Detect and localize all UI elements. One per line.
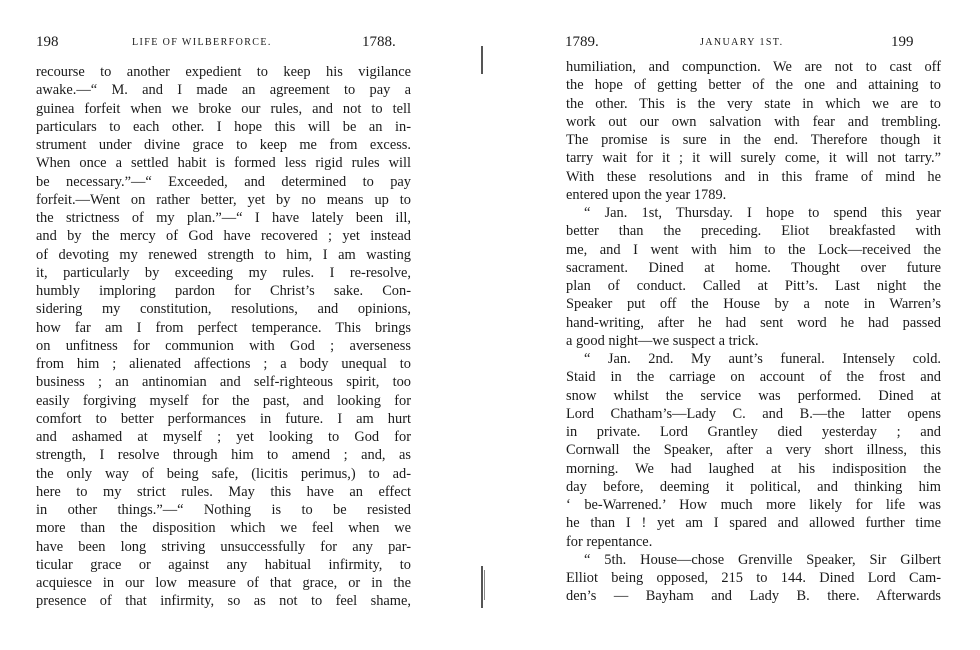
- text-line: Elliot being opposed, 215 to 144. Dined Lord Cam-: [566, 570, 941, 586]
- text-line: Cornwall the Speaker, after a very short illness, this: [566, 442, 941, 459]
- text-line: it, particularly by exceeding my rules. I re-resolve,: [36, 264, 411, 281]
- text-line: a good night—we suspect a trick.: [566, 332, 759, 349]
- text-line: easily forgiving myself for the past, and looking for: [36, 392, 411, 409]
- text-line: den’s — Bayham and Lady B. there. Afterwards: [566, 588, 941, 605]
- text-line: acquiesce in our low measure of that grace, or in the: [36, 575, 411, 591]
- text-line: business ; an antinomian and self-righteous spirit, too: [36, 374, 411, 391]
- text-line: humiliation, and compunction. We are not to cast off: [566, 59, 941, 75]
- text-line: “ Jan. 2nd. My aunt’s funeral. Intensely cold.: [584, 351, 941, 367]
- text-line: humbly imploring pardon for Christ’s sake. Con-: [36, 283, 411, 299]
- text-line: in private. Lord Grantley died yesterday ; and: [566, 424, 941, 440]
- left-page-body: [36, 63, 411, 611]
- text-line: me, and I went with him to the Lock—received the: [566, 241, 941, 258]
- text-line: comfort to better performances in future. I am hurt: [36, 410, 411, 427]
- text-line: in other things.”—“ Nothing is to be resisted: [36, 502, 411, 518]
- text-line: from him ; alienated affections ; a body unequal to: [36, 356, 411, 372]
- text-line: of devoting my renewed strength to him, I am wasting: [36, 246, 411, 263]
- text-line: be necessary.”—“ Exceeded, and determined to pay: [36, 173, 411, 190]
- text-line: how far am I from perfect temperance. This brings: [36, 319, 411, 336]
- gutter-mark-bottom-thin: [484, 570, 485, 600]
- text-line: When once a settled habit is formed less rigid rules will: [36, 155, 411, 172]
- text-line: forfeit.—Went on rather better, yet by no means up to: [36, 191, 411, 208]
- running-title: LIFE OF WILBERFORCE.: [132, 37, 272, 48]
- text-line: strument under divine grace to keep me from excess.: [36, 137, 411, 153]
- text-line: With these resolutions and in this frame of mind he: [566, 168, 941, 185]
- text-line: guinea forfeit when we broke our rules, and not to tell: [36, 100, 411, 117]
- text-line: Speaker put off the House by a note in Warren’s: [566, 296, 941, 313]
- text-line: the strictness of my plan.”—“ I have lately been ill,: [36, 210, 411, 226]
- text-line: ‘ be-Warrened.’ How much more likely for life was: [566, 497, 941, 513]
- text-line: awake.—“ M. and I made an agreement to pay a: [36, 82, 411, 99]
- text-line: more than the disposition which we feel when we: [36, 520, 411, 537]
- running-year: 1788.: [362, 34, 396, 50]
- right-running-head: [565, 34, 930, 54]
- text-line: better than the preceding. Eliot breakfasted with: [566, 223, 941, 240]
- text-line: The promise is sure in the end. Therefore though it: [566, 132, 941, 148]
- text-line: here to my strict rules. May this have an effect: [36, 483, 411, 500]
- left-running-head: [36, 34, 416, 54]
- text-line: he than I ! yet am I spared and allowed further time: [566, 515, 941, 532]
- text-line: Lord Chatham’s—Lady C. and B.—the latter opens: [566, 405, 941, 422]
- running-title: JANUARY 1ST.: [700, 37, 784, 48]
- text-line: Staid in the carriage on account of the frost and: [566, 369, 941, 386]
- text-line: the only way of being safe, (licitis perimus,) to ad-: [36, 465, 411, 482]
- text-line: have been long striving unsuccessfully for any par-: [36, 538, 411, 555]
- text-line: snow whilst the service was performed. Dined at: [566, 387, 941, 404]
- text-line: work out our own salvation with fear and trembling.: [566, 113, 941, 130]
- text-line: hand-writing, after he had sent word he had passed: [566, 314, 941, 331]
- page-number: 199: [891, 34, 914, 50]
- text-line: day before, deeming it political, and thinking him: [566, 478, 941, 495]
- text-line: and ashamed at myself ; yet looking to God for: [36, 429, 411, 445]
- text-line: presence of that infirmity, so as not to feel shame,: [36, 593, 411, 610]
- text-line: entered upon the year 1789.: [566, 186, 727, 203]
- text-line: “ Jan. 1st, Thursday. I hope to spend this year: [584, 205, 941, 221]
- right-page: [488, 0, 980, 650]
- right-page-body: [566, 58, 941, 606]
- gutter-mark-top: [481, 46, 483, 74]
- text-line: “ 5th. House—chose Grenville Speaker, Sir Gilbert: [584, 551, 941, 568]
- text-line: sidering my constitution, resolutions, and opinions,: [36, 301, 411, 318]
- text-line: ticular grace or against any habitual infirmity, to: [36, 556, 411, 573]
- text-line: on unfitness for communion with God ; averseness: [36, 337, 411, 354]
- text-line: sacrament. Dined at home. Thought over future: [566, 259, 941, 276]
- text-line: for repentance.: [566, 533, 653, 550]
- gutter-mark-bottom: [481, 566, 483, 608]
- page-number: 198: [36, 34, 59, 50]
- text-line: recourse to another expedient to keep his vigilance: [36, 64, 411, 80]
- text-line: morning. We had laughed at his indisposition the: [566, 460, 941, 477]
- text-line: plan of conduct. Called at Pitt’s. Last night the: [566, 278, 941, 294]
- left-page: [0, 0, 480, 650]
- running-year: 1789.: [565, 34, 599, 50]
- text-line: the hope of getting better of the one and attaining to: [566, 77, 941, 94]
- text-line: strength, I resolve through him to amend ; and, as: [36, 447, 411, 464]
- text-line: and by the mercy of God have recovered ; yet instead: [36, 228, 411, 245]
- text-line: tarry wait for it ; it will surely come, it will not tarry.”: [566, 150, 941, 167]
- text-line: particulars to each other. I hope this will be an in-: [36, 118, 411, 135]
- text-line: the other. This is the very state in which we are to: [566, 95, 941, 112]
